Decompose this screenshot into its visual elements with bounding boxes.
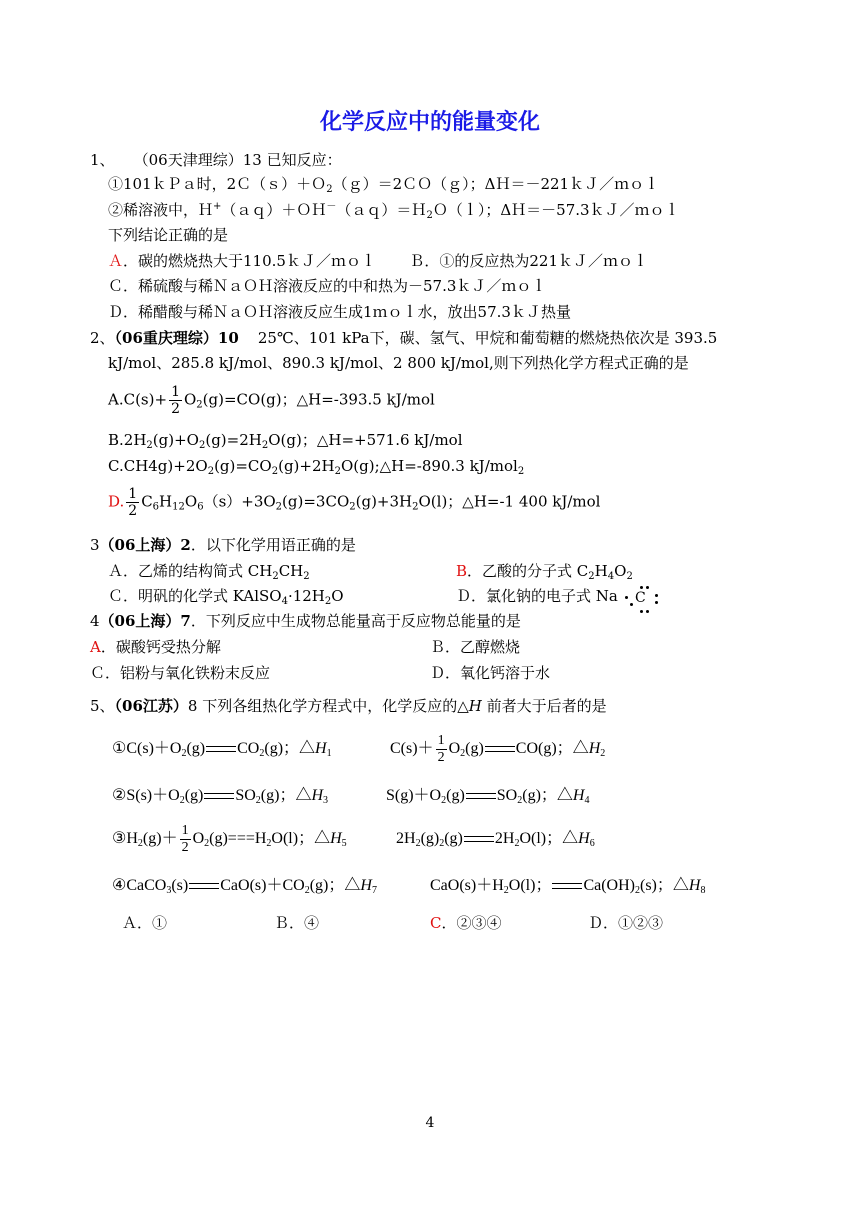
q2-title-cont: kJ/mol、285.8 kJ/mol、890.3 kJ/mol、2 800 kJ/mol,则下列热化学方程式正确的是 [108,354,689,372]
q1-reaction-1: ①101ｋＰａ时，2Ｃ（ｓ）＋Ｏ$_2$（ｇ）＝2ＣＯ（ｇ）；ΔＨ＝－221ｋＪ／ｍｏｌ [108,175,660,195]
q4-option-c: Ｃ．铝粉与氧化铁粉末反应 [90,664,271,682]
q2-option-a: A.C(s)+ $\frac{1}{2}$ $O_2(g)=CO(g)$；△H=-393.5 kJ/mol [108,384,435,417]
q5-option-d: Ｄ．①②③ [588,914,664,932]
q2-option-d: D. $\frac{1}{2}$ $C_6H_{12}O_6(s)+3O_2(g)=3CO_2(g)+3H_2O(l)$；△H=-1 400 kJ/mol [108,486,601,519]
fraction-half: $\frac{1}{2}$ [128,486,138,519]
q5-header: 5、（06江苏）8 下列各组热化学方程式中，化学反应的△H 前者大于后者的是 [90,697,607,715]
q3-header: 3（06上海）2．以下化学用语正确的是 [90,536,356,554]
q5-row-3: $③H_2(g)+$ $\frac{1}{2}$ $O_2(g)===H_2O(l)$；$\triangle H_5$ [112,822,347,855]
page-title: 化学反应中的能量变化 [319,110,540,135]
fraction-half: $\frac{1}{2}$ [181,822,189,855]
electron-dot [655,594,658,597]
q5-option-a: Ａ．① [122,914,168,932]
q5-row-4-right: $CaO(s)+H_2O(l)$； $Ca(OH)_2(s)$；$\triangle H_8$ [430,877,706,896]
q4-header: 4（06上海）7．下列反应中生成物总能量高于反应物总能量的是 [90,612,521,630]
double-line-equals [189,883,219,889]
q4-option-a: A．碳酸钙受热分解 [90,638,221,656]
double-line-equals [552,883,582,889]
q3-option-b: B．乙酸的分子式 $C_2H_4O_2$ [456,562,633,582]
q1-option-a: Ａ．碳的燃烧热大于110.5ｋＪ／ｍｏｌ Ｂ．①的反应热为221ｋＪ／ｍｏｌ [108,252,648,270]
electron-dot [646,610,649,613]
q1-option-c: Ｃ．稀硫酸与稀ＮａＯＨ溶液反应的中和热为－57.3ｋＪ／ｍｏｌ [108,277,547,295]
q5-option-b: Ｂ．④ [274,914,320,932]
q5-row-4: ④CaCO$_3$(s) $CaO(s)+CO_2(g)$；$\triangle H_7$ [112,877,377,896]
double-line-equals [466,793,496,799]
fraction-half: $\frac{1}{2}$ [171,384,180,417]
double-line-equals [204,793,234,799]
electron-dot [646,586,649,589]
electron-dot [640,586,643,589]
electron-dot [625,596,628,599]
q2-option-b: $B.2H_2(g)+O_2(g)=2H_2O(g)$；△H=+571.6 kJ/mol [108,431,463,451]
page-number: 4 [425,1115,435,1131]
electron-dot [630,603,633,606]
q5-row-1: $①C(s)+O_2(g)$ $CO_2(g)$；$\triangle H_1$ [112,740,332,759]
q5-row-2-right: $S(g)+O_2(g)$ $SO_2(g)$；$\triangle H_4$ [386,787,590,806]
q5-row-3-right: $2H_2(g)_2(g)$ $2H_2O(l)$；$\triangle H_6$ [396,830,595,849]
q1-header: 1、 （06天津理综）13 已知反应： [90,151,342,169]
q1-option-d: Ｄ．稀醋酸与稀ＮａＯＨ溶液反应生成1ｍｏｌ水，放出57.3ｋＪ热量 [108,303,571,321]
q1-reaction-2: ②稀溶液中，Ｈ+（ａｑ）＋ＯＨ－（ａｑ）＝Ｈ$_2$Ｏ（ｌ）；ΔＨ＝－57.3ｋＪ／ｍｏｌ [108,201,680,221]
double-line-equals [485,746,515,752]
q4-option-d: Ｄ．氧化钙溶于水 [430,664,551,682]
double-line-equals [464,836,494,842]
electron-dot [640,610,643,613]
q3-option-a: Ａ．乙烯的结构简式 $CH_2CH_2$ [108,562,310,582]
electron-dot [655,601,658,604]
q5-row-2: $②S(s)+O_2(g)$ $SO_2(g)$；$\triangle H_3$ [112,787,329,806]
q3-option-d: Ｄ．氯化钠的电子式 Na [456,587,618,605]
q5-row-1-right: C(s)＋ $\frac{1}{2}$ $O_2(g)$ CO(g)；$\triangle H_2$ [390,732,606,765]
fraction-half: $\frac{1}{2}$ [437,732,445,765]
q2-option-c: $C.CH4g)+2O_2(g)=CO_2(g)+2H_2O(g);\triangle H=-890.3$ kJ/mol$_2$ [108,457,525,477]
q5-option-c: C．②③④ [430,914,502,932]
q3-option-c: Ｃ．明矾的化学式 $KAlSO_4\cdot 12H_2O$ [108,587,344,607]
chloride-electron-symbol: C [635,590,646,606]
q4-option-b: Ｂ．乙醇燃烧 [430,638,521,656]
q2-header: 2、（06重庆理综）10 25℃、101 kPa下，碳、氢气、甲烷和葡萄糖的燃烧热依次是 393.5 [90,329,718,347]
double-line-equals [206,746,236,752]
q1-prompt: 下列结论正确的是 [108,226,229,244]
